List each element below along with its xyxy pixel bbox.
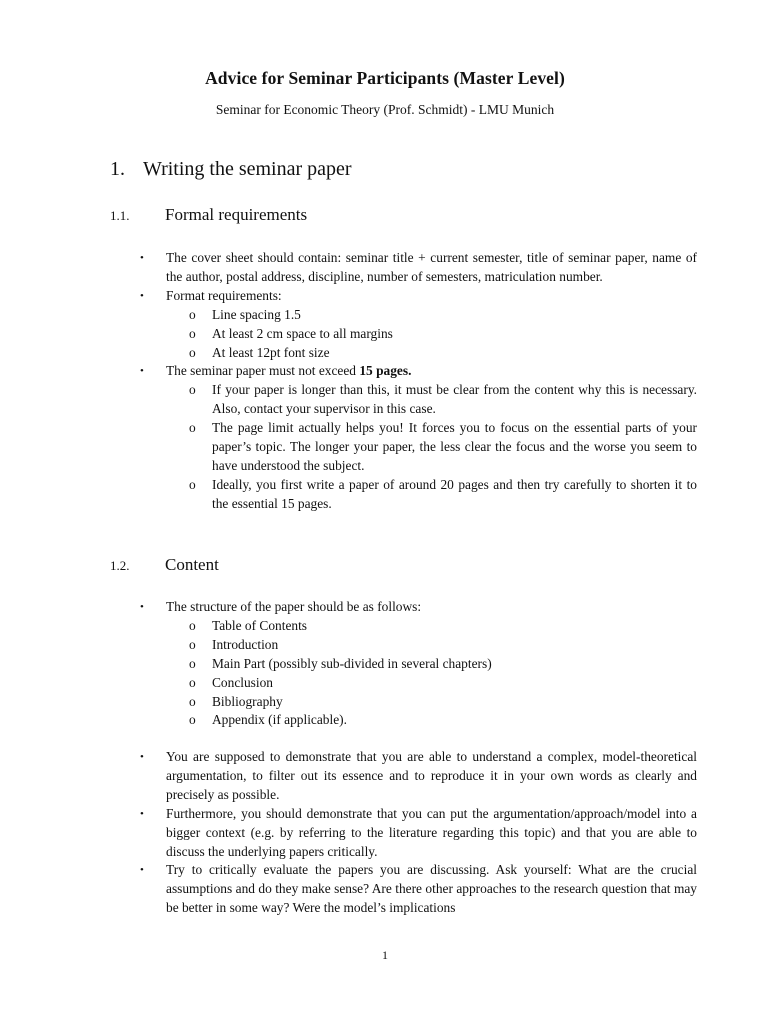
sub-list-item (166, 419, 697, 476)
circle-bullet-icon: o (189, 693, 196, 709)
content-guidance-list (138, 748, 697, 918)
list-item-text: The seminar paper must not exceed (166, 363, 360, 379)
sub-list (166, 381, 697, 513)
sub-list-item (166, 325, 697, 344)
sub-list (166, 617, 697, 730)
circle-bullet-icon: o (189, 344, 196, 360)
sub-list-item (166, 344, 697, 363)
sub-list-item-text: Bibliography (212, 693, 283, 709)
bullet-icon: • (140, 751, 144, 763)
sub-list-item (166, 655, 697, 674)
sub-list-item (166, 711, 697, 730)
paper-structure-list (138, 598, 697, 730)
bullet-icon: • (140, 864, 144, 877)
circle-bullet-icon: o (189, 617, 196, 633)
sub-list-item-text: The page limit actually helps you! It forces you to focus on the essential parts of your paper’s topic. The longer your paper, the less clear the focus and the worse you seem to have understood the subject. (212, 420, 697, 473)
page-number: 1 (382, 948, 388, 962)
sub-list-item-text: At least 2 cm space to all margins (212, 325, 393, 341)
section-title: Formal requirements (165, 205, 308, 224)
sub-list-item-text: Ideally, you first write a paper of around 20 pages and then try carefully to shorten it to the essential 15 pages. (212, 476, 697, 511)
sub-list-item-text: Introduction (212, 636, 279, 652)
sub-list-item (166, 381, 697, 419)
document-subtitle: Seminar for Economic Theory (Prof. Schmidt) - LMU Munich (215, 102, 555, 117)
circle-bullet-icon: o (189, 655, 196, 671)
bullet-icon: • (140, 807, 144, 820)
list-item-text: The cover sheet should contain: seminar title + current semester, title of seminar paper, name of the author, postal address, discipline, number of semesters, matriculation number. (166, 250, 697, 284)
circle-bullet-icon: o (189, 674, 196, 690)
section-number: 1.2. (110, 558, 130, 573)
list-item (138, 287, 697, 363)
list-item (138, 805, 697, 862)
list-item (138, 748, 697, 805)
circle-bullet-icon: o (189, 712, 196, 728)
section-1-1-heading (110, 205, 307, 225)
circle-bullet-icon: o (189, 325, 196, 341)
list-item-text: Format requirements: (166, 287, 282, 303)
sub-list-item-text: If your paper is longer than this, it must be clear from the content why this is necessary. Also, contact your supervisor in this case. (212, 382, 697, 417)
sub-list-item (166, 306, 697, 325)
section-number: 1.1. (110, 208, 130, 223)
formal-requirements-list (138, 249, 697, 514)
list-item (138, 861, 697, 918)
bullet-icon: • (140, 289, 144, 302)
bullet-icon: • (140, 252, 144, 264)
sub-list-item (166, 674, 697, 693)
sub-list-item (166, 636, 697, 655)
circle-bullet-icon: o (189, 476, 196, 492)
list-item-text: Furthermore, you should demonstrate that you can put the argumentation/approach/model into a bigger context (e.g. by referring to the literature regarding this topic) and that you are able to discuss the underlying papers critically. (166, 805, 697, 859)
bullet-icon: • (140, 365, 144, 378)
section-1-heading (110, 158, 352, 181)
circle-bullet-icon: o (189, 636, 196, 652)
sub-list-item (166, 693, 697, 712)
bullet-icon: • (140, 601, 144, 613)
document-title: Advice for Seminar Participants (Master Level) (205, 68, 565, 88)
sub-list-item-text: Conclusion (212, 674, 274, 690)
sub-list-item-text: Main Part (possibly sub-divided in several chapters) (212, 655, 492, 671)
list-item-text: You are supposed to demonstrate that you are able to understand a complex, model-theoretical argumentation, to filter out its essence and to reproduce it in your own words as clearly and precisely as possible. (166, 749, 697, 802)
sub-list-item (166, 476, 697, 514)
sub-list-item (166, 617, 697, 636)
list-item (138, 598, 697, 730)
list-item (138, 249, 697, 287)
sub-list-item-text: Line spacing 1.5 (212, 306, 301, 322)
list-item (138, 362, 697, 513)
page-limit-emphasis: 15 pages. (359, 363, 412, 379)
list-item-text: Try to critically evaluate the papers you are discussing. Ask yourself: What are the crucial assumptions and do they make sense? Are there other approaches to the research question that may be better in some way? Were the model’s implications (166, 862, 697, 916)
circle-bullet-icon: o (189, 382, 196, 398)
section-1-2-heading (110, 555, 219, 575)
section-title: Writing the seminar paper (143, 158, 352, 180)
section-title: Content (165, 555, 219, 574)
circle-bullet-icon: o (189, 306, 196, 322)
section-number: 1. (110, 158, 125, 180)
sub-list (166, 306, 697, 363)
list-item-text: The structure of the paper should be as follows: (166, 599, 422, 614)
circle-bullet-icon: o (189, 420, 196, 436)
sub-list-item-text: Appendix (if applicable). (212, 712, 347, 728)
sub-list-item-text: Table of Contents (212, 617, 308, 633)
sub-list-item-text: At least 12pt font size (212, 344, 330, 360)
